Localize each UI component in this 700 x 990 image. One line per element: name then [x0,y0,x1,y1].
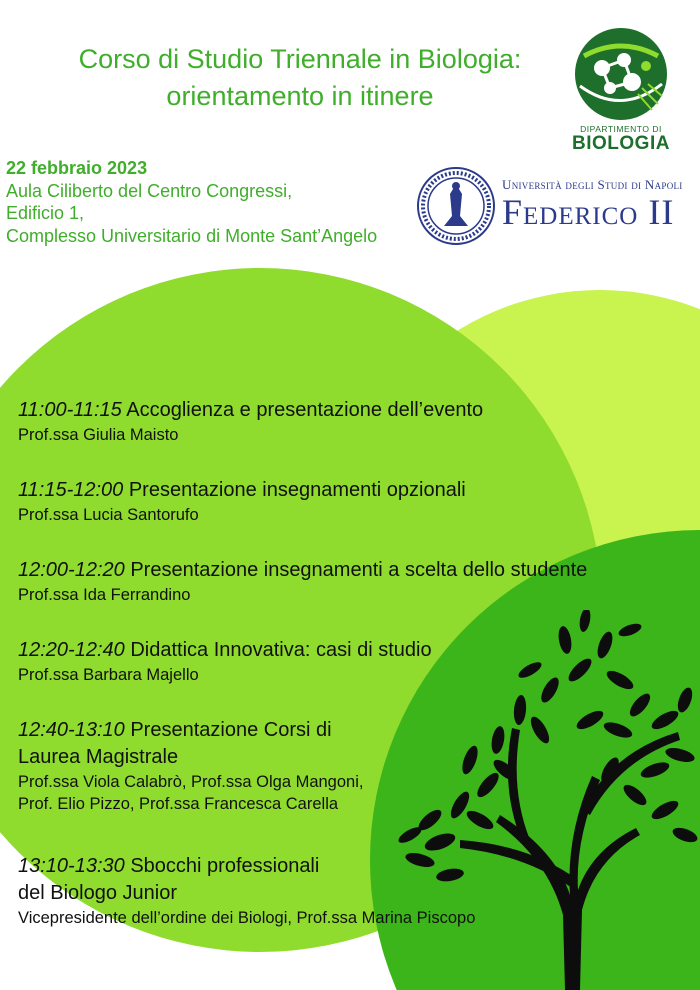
program-title: Sbocchi professionali [130,855,320,877]
program-speakers: Prof.ssa Ida Ferrandino [18,586,191,604]
program-list [18,397,688,929]
program-item [18,557,688,637]
program-time: 13:10-13:30 [18,855,125,877]
program-item [18,397,688,477]
venue-line2: Edificio 1, [6,203,85,223]
program-speakers: Prof.ssa Giulia Maisto [18,426,179,444]
program-heading [18,557,688,584]
page-title-line2: orientamento in itinere [166,81,434,111]
program-time: 12:00-12:20 [18,559,125,581]
program-speakers: Prof.ssa Barbara Majello [18,666,199,684]
program-speakers-cont: Prof. Elio Pizzo, Prof.ssa Francesca Carella [18,795,339,813]
venue-line1: Aula Ciliberto del Centro Congressi, [6,180,293,201]
program-time: 11:15-12:00 [18,479,124,501]
program-item [18,637,688,717]
event-date: 22 febbraio 2023 [6,158,148,178]
university-line1: Università degli Studi di Napoli [502,177,683,192]
venue-line3: Complesso Universitario di Monte Sant’Angelo [6,225,378,246]
program-speakers: Vicepresidente dell’ordine dei Biologi, Prof.ssa Marina Piscopo [18,909,476,927]
university-line2: Federico II [502,192,675,232]
program-item [18,853,688,929]
program-heading [18,477,688,504]
program-heading [18,397,688,424]
program-title: Presentazione insegnamenti a scelta dello studente [130,559,588,581]
department-logo [562,26,680,156]
program-time: 11:00-11:15 [18,399,122,421]
program-title: Presentazione insegnamenti opzionali [128,479,466,501]
program-speakers: Prof.ssa Lucia Santorufo [18,506,199,524]
university-seal-icon [416,166,496,246]
program-title: Presentazione Corsi di [130,719,332,741]
department-name: BIOLOGIA [572,133,670,154]
program-heading [18,853,688,880]
department-label: DIPARTIMENTO DI [580,124,662,134]
program-item [18,717,688,853]
program-time: 12:20-12:40 [18,639,125,661]
event-info [6,157,377,247]
program-title: Didattica Innovativa: casi di studio [130,639,432,661]
program-title-cont: del Biologo Junior [18,882,177,904]
program-heading [18,637,688,664]
program-speakers: Prof.ssa Viola Calabrò, Prof.ssa Olga Mangoni, [18,773,364,791]
university-name [502,177,694,231]
program-heading [18,717,688,744]
program-title: Accoglienza e presentazione dell’evento [126,399,484,421]
program-title-cont: Laurea Magistrale [18,746,179,768]
page-title-line1: Corso di Studio Triennale in Biologia: [78,44,522,74]
molecule-dna-icon [562,26,680,124]
program-time: 12:40-13:10 [18,719,125,741]
program-item [18,477,688,557]
